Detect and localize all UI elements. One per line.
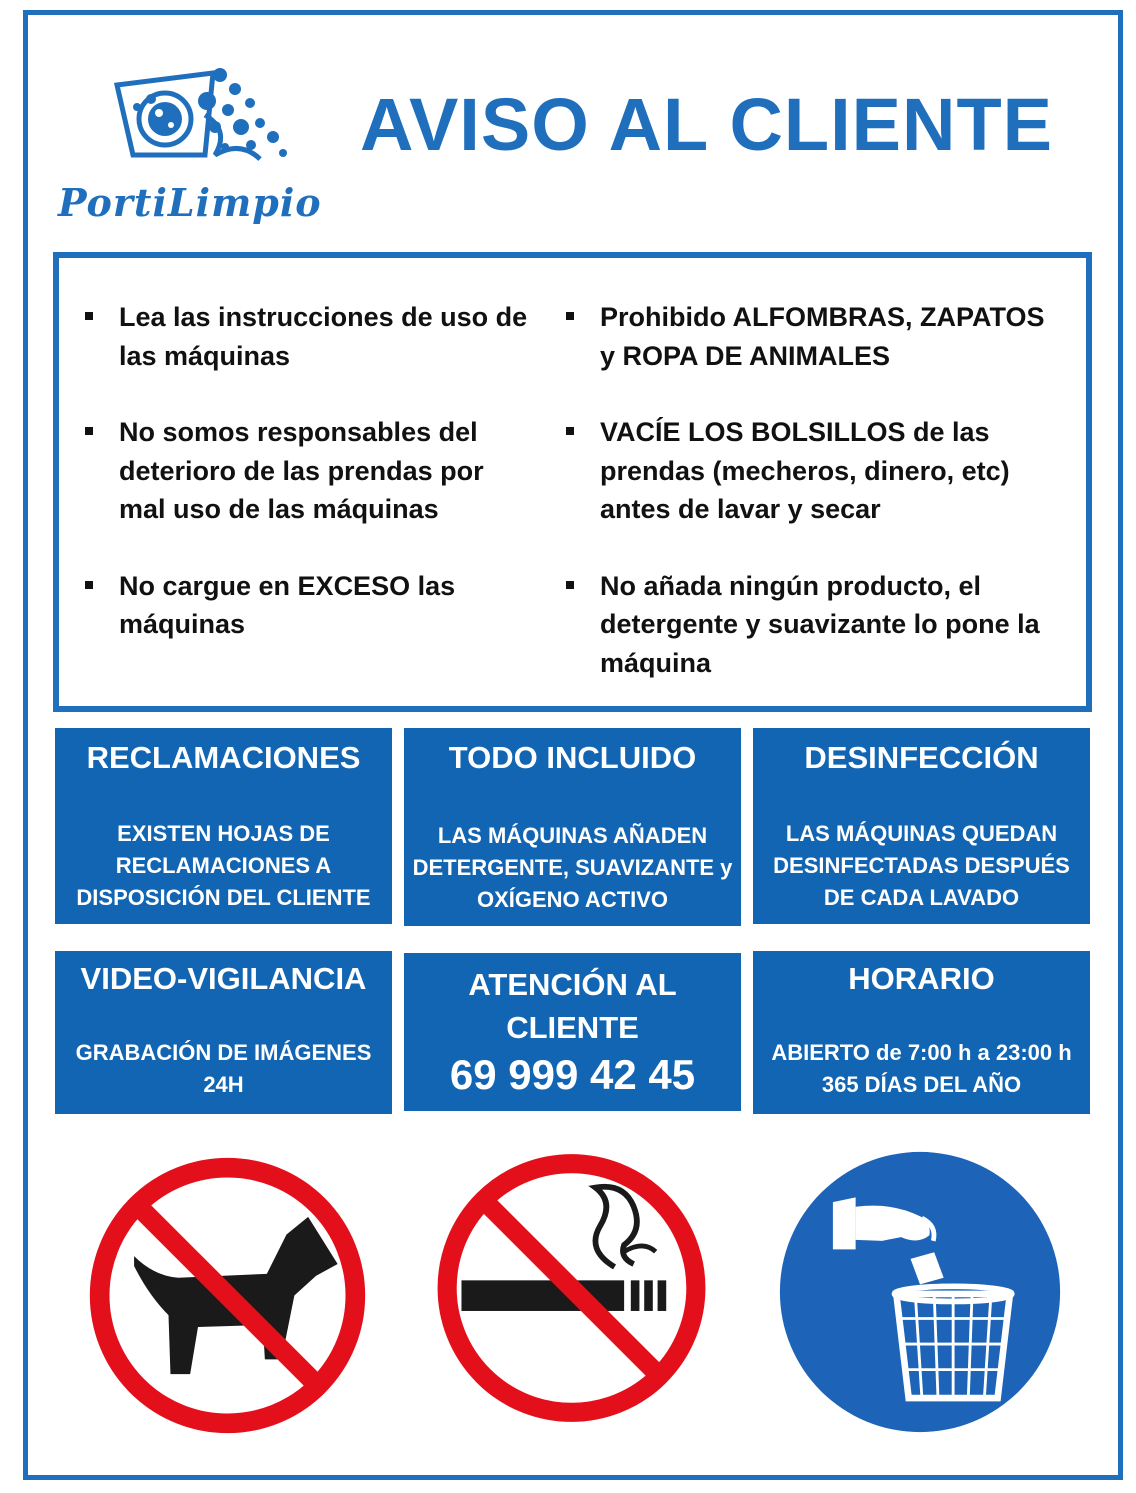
rules-left-column: [83, 298, 533, 682]
box-line: OXÍGENO ACTIVO: [476, 887, 669, 912]
box-title: HORARIO: [848, 961, 995, 996]
box-title: DESINFECCIÓN: [804, 740, 1039, 775]
rule-item: Lea las instrucciones de uso de las máquinas: [83, 298, 533, 375]
box-line: 365 DÍAS DEL AÑO: [821, 1072, 1022, 1097]
box-title: ATENCIÓN AL: [468, 967, 677, 1002]
rules-box: [53, 252, 1092, 712]
box-line: DESINFECTADAS DESPUÉS: [773, 853, 1070, 878]
dispose-waste-icon: [778, 1150, 1062, 1434]
rule-item: No añada ningún producto, el detergente y suavizante lo pone la máquina: [564, 567, 1064, 683]
box-line: DE CADA LAVADO: [823, 885, 1020, 910]
box-line: GRABACIÓN DE IMÁGENES: [75, 1040, 372, 1065]
bullet-icon: [85, 427, 93, 435]
video-vigilancia-box: [55, 951, 392, 1114]
box-line: LAS MÁQUINAS AÑADEN: [437, 823, 708, 848]
bullet-icon: [566, 427, 574, 435]
box-line: 24H: [203, 1072, 244, 1097]
bullet-icon: [566, 312, 574, 320]
rule-item: Prohibido ALFOMBRAS, ZAPATOS y ROPA DE ANIMALES: [564, 298, 1064, 375]
rule-item: No cargue en EXCESO las máquinas: [83, 567, 533, 644]
bullet-icon: [85, 581, 93, 589]
box-title: RECLAMACIONES: [86, 740, 361, 775]
box-title: VIDEO-VIGILANCIA: [80, 961, 367, 996]
bullet-icon: [85, 312, 93, 320]
box-line: DISPOSICIÓN DEL CLIENTE: [76, 885, 371, 910]
rule-item: VACÍE LOS BOLSILLOS de las prendas (mecheros, dinero, etc) antes de lavar y secar: [564, 413, 1064, 529]
box-line: RECLAMACIONES A: [115, 853, 332, 878]
box-line: EXISTEN HOJAS DE: [117, 821, 330, 846]
box-line: ABIERTO de 7:00 h a 23:00 h: [771, 1040, 1072, 1065]
box-title: TODO INCLUIDO: [448, 740, 697, 775]
todo-incluido-box: [404, 728, 741, 926]
box-line: LAS MÁQUINAS QUEDAN: [785, 821, 1058, 846]
horario-box: [753, 951, 1090, 1114]
bullet-icon: [566, 581, 574, 589]
rules-right-column: [564, 298, 1064, 720]
rule-item: No somos responsables del deterioro de las prendas por mal uso de las máquinas: [83, 413, 533, 529]
reclamaciones-box: [55, 728, 392, 924]
page-title: AVISO AL CLIENTE: [360, 83, 1054, 166]
desinfeccion-box: [753, 728, 1090, 924]
box-line: DETERGENTE, SUAVIZANTE y: [412, 855, 733, 880]
no-dogs-icon: [80, 1148, 375, 1443]
no-smoking-icon: [428, 1143, 715, 1433]
brand-name: PortiLimpio: [58, 180, 322, 225]
phone-number: 69 999 42 45: [449, 1051, 696, 1098]
atencion-cliente-box: [404, 953, 741, 1111]
box-title: CLIENTE: [506, 1010, 639, 1045]
